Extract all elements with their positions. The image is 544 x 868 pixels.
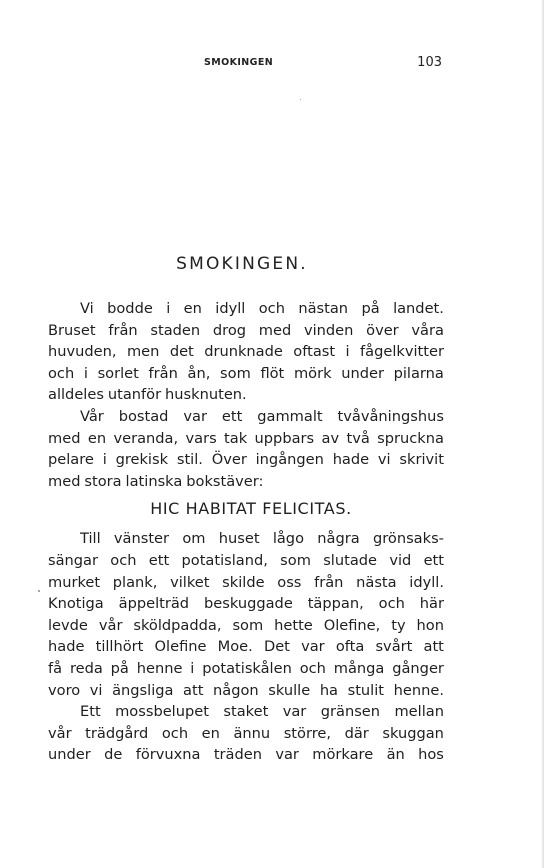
word: levde: [48, 616, 88, 634]
word: reda: [69, 659, 103, 677]
word: över: [366, 321, 399, 339]
word: i: [345, 343, 350, 361]
motto-line: HIC HABITAT FELICITAS.: [150, 499, 352, 519]
word: av: [321, 429, 340, 447]
word: Vår: [80, 407, 104, 425]
word: med: [258, 321, 292, 339]
word: under: [48, 746, 91, 764]
text-line: [48, 320, 444, 342]
word: som: [280, 551, 311, 569]
word: många: [333, 659, 385, 677]
word: plank,: [112, 573, 158, 591]
word: mossbelupet: [115, 703, 209, 721]
word: Över: [211, 451, 247, 469]
text-line: [48, 428, 444, 450]
word: henne.: [393, 681, 444, 699]
word: var: [275, 746, 299, 764]
word: på: [110, 659, 129, 677]
word: Vi: [80, 300, 94, 317]
word: var: [282, 703, 307, 721]
word: oftast: [293, 343, 336, 361]
word: en: [87, 429, 107, 447]
word: Olefine,: [323, 616, 381, 634]
word: ett: [221, 407, 243, 425]
word: murket: [48, 573, 101, 591]
word: Det: [263, 638, 290, 656]
word: Knotiga: [48, 595, 104, 613]
word: hos: [418, 746, 444, 764]
word: bostad: [118, 407, 169, 425]
word: om: [182, 530, 206, 548]
word: grekisk: [115, 451, 169, 469]
text-line: [48, 680, 444, 702]
text-line: [48, 550, 444, 572]
paper-speck: [38, 590, 40, 592]
word: slutade: [323, 551, 378, 569]
running-head: [48, 56, 444, 76]
text-line: [48, 298, 444, 320]
word: någon: [213, 681, 259, 699]
word: gammalt: [257, 407, 323, 425]
text-line: [48, 341, 444, 363]
word: en: [201, 724, 220, 742]
word: och: [258, 300, 285, 317]
word: och: [161, 724, 189, 742]
word: stulit: [347, 681, 385, 699]
word: och: [110, 551, 137, 569]
word: tillhört: [95, 638, 144, 656]
word: sorlet: [97, 364, 139, 382]
word: vår: [48, 724, 72, 742]
word: grönsaks-: [372, 530, 444, 548]
word: från: [148, 364, 178, 382]
word: potatisland,: [181, 551, 268, 569]
text-line: [48, 572, 444, 594]
word: staket: [223, 703, 269, 721]
word: med: [48, 429, 81, 447]
word: och: [299, 659, 326, 677]
word: pelare: [48, 451, 94, 469]
text-line: [48, 406, 444, 428]
text-line: [48, 449, 444, 471]
word: förvuxna: [135, 746, 201, 764]
word: mellan: [394, 703, 444, 721]
word: sängar: [48, 551, 99, 569]
text-line: [48, 658, 444, 680]
word: var: [301, 638, 325, 656]
text-line: [48, 723, 444, 745]
word: och: [378, 595, 405, 613]
word: vi: [377, 451, 391, 469]
paper-speck: [300, 99, 301, 100]
word: vänster: [113, 530, 170, 548]
word: men: [126, 343, 160, 361]
word: Ett: [80, 703, 101, 721]
text-line: [48, 384, 444, 406]
word: fågelkvitter: [360, 343, 444, 361]
word: huset: [218, 530, 260, 548]
word: Till: [80, 530, 101, 548]
word: som: [220, 364, 251, 382]
text-line: [48, 744, 444, 766]
word: ängsliga: [112, 681, 174, 699]
word: och: [48, 364, 75, 382]
word: spruckna: [377, 429, 444, 447]
word: ett: [423, 551, 444, 569]
word: ty: [391, 616, 406, 634]
word: idyll: [215, 300, 246, 317]
word: utanför: [107, 386, 162, 404]
running-head-title: SMOKINGEN: [204, 57, 274, 68]
word: under: [341, 364, 384, 382]
word: som: [232, 616, 264, 634]
word: stora: [84, 472, 122, 490]
word: flöt: [260, 364, 285, 382]
word: pilarna: [393, 364, 444, 382]
word: hade: [48, 638, 85, 656]
word: från: [108, 321, 138, 339]
word: stil.: [176, 451, 203, 469]
word: drog: [212, 321, 247, 339]
word: var: [183, 407, 207, 425]
word: vilket: [170, 573, 210, 591]
text-line: [48, 471, 444, 493]
word: idyll.: [409, 573, 444, 591]
word: i: [190, 659, 195, 677]
word: större,: [283, 724, 331, 742]
word: beskuggade: [203, 595, 293, 613]
word: skuggan: [382, 724, 444, 742]
word: henne: [136, 659, 183, 677]
word: få: [48, 659, 63, 677]
word: ett: [148, 551, 170, 569]
word: skulle: [268, 681, 311, 699]
word: där: [344, 724, 369, 742]
word: i: [166, 300, 171, 317]
word: några: [317, 530, 360, 548]
word: potatiskålen: [202, 659, 292, 677]
word: Moe.: [217, 638, 253, 656]
word: drunknade: [204, 343, 283, 361]
word: äppelträd: [118, 595, 190, 613]
word: ha: [319, 681, 339, 699]
word: trädgård: [85, 724, 149, 742]
word: hade: [332, 451, 370, 469]
text-line: [48, 528, 444, 550]
word: mörk: [293, 364, 332, 382]
text-line: [48, 363, 444, 385]
text-line: [48, 593, 444, 615]
word: våra: [411, 321, 444, 339]
word: att: [423, 638, 444, 656]
word: landet.: [393, 300, 444, 317]
word: gånger: [392, 659, 444, 677]
word: vi: [89, 681, 103, 699]
word: de: [104, 746, 123, 764]
word: med: [48, 472, 81, 490]
word: staden: [150, 321, 201, 339]
word: uppbars: [254, 429, 315, 447]
word: latinska: [125, 472, 183, 490]
word: ännu: [233, 724, 271, 742]
word: skilde: [222, 573, 265, 591]
word: hette: [274, 616, 313, 634]
word: gränsen: [320, 703, 381, 721]
word: svårt: [375, 638, 413, 656]
word: ingången: [255, 451, 324, 469]
word: träden: [213, 746, 262, 764]
body-text: [48, 298, 444, 766]
word: vid: [389, 551, 412, 569]
word: att: [183, 681, 204, 699]
word: två: [346, 429, 370, 447]
word: i: [83, 364, 88, 382]
word: från: [314, 573, 344, 591]
word: veranda,: [113, 429, 179, 447]
word: husknuten.: [165, 386, 247, 404]
word: oss: [277, 573, 302, 591]
word: bodde: [107, 300, 153, 317]
word: nästa: [356, 573, 397, 591]
word: mörkare: [312, 746, 374, 764]
word: vinden: [303, 321, 354, 339]
word: Olefine: [154, 638, 207, 656]
text-line: [48, 701, 444, 723]
text-line: [48, 615, 444, 637]
word: sköldpadda,: [133, 616, 222, 634]
word: vars: [185, 429, 217, 447]
word: Bruset: [48, 321, 96, 339]
page-number: 103: [417, 55, 442, 70]
word: vår: [98, 616, 123, 634]
word: på: [361, 300, 380, 317]
text-line: [48, 636, 444, 658]
word: huvuden,: [48, 343, 117, 361]
word: voro: [48, 681, 81, 699]
word: tvåvåningshus: [337, 407, 444, 425]
word: täppan,: [307, 595, 364, 613]
word: här: [419, 595, 444, 613]
word: i: [102, 451, 107, 469]
word: ån,: [187, 364, 211, 382]
word: bokstäver:: [186, 472, 264, 490]
word: en: [183, 300, 202, 317]
word: det: [169, 343, 194, 361]
word: tak: [224, 429, 248, 447]
word: alldeles: [48, 386, 104, 404]
word: lågo: [272, 530, 305, 548]
word: nästan: [298, 300, 349, 317]
word: hon: [416, 616, 444, 634]
word: skrivit: [399, 451, 444, 469]
chapter-title: SMOKINGEN.: [176, 254, 308, 274]
word: ofta: [335, 638, 365, 656]
word: än: [386, 746, 405, 764]
